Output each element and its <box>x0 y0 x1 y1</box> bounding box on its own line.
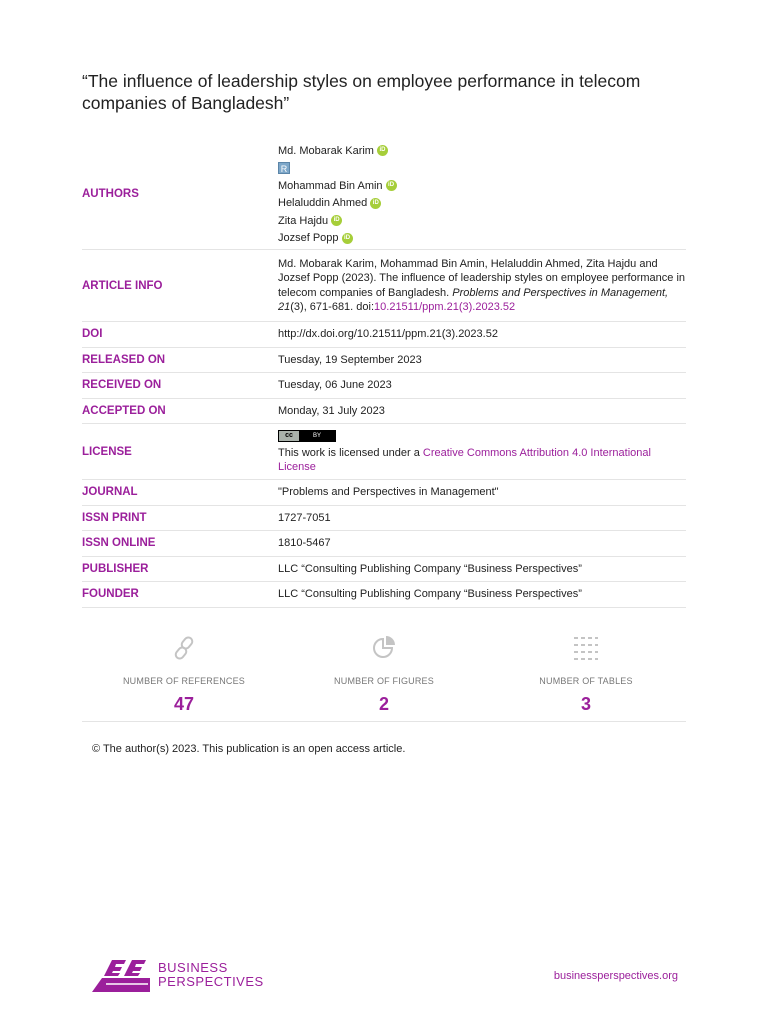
stats-panel <box>82 622 686 722</box>
cc-badge-left: cc <box>279 431 299 441</box>
released-value: Tuesday, 19 September 2023 <box>278 353 422 366</box>
link-icon <box>104 632 264 664</box>
author-name[interactable]: Mohammad Bin Amin <box>278 179 383 192</box>
issn-online-label: ISSN ONLINE <box>82 537 156 550</box>
author-name[interactable]: Md. Mobarak Karim <box>278 144 374 157</box>
accepted-label: ACCEPTED ON <box>82 404 166 417</box>
doi-value[interactable]: http://dx.doi.org/10.21511/ppm.21(3).2023.52 <box>278 328 498 341</box>
doi-row <box>82 322 686 348</box>
figures-label: NUMBER OF FIGURES <box>334 676 434 686</box>
founder-label: FOUNDER <box>82 588 139 601</box>
received-row <box>82 373 686 399</box>
citation-doi-link[interactable]: 10.21511/ppm.21(3).2023.52 <box>374 301 516 313</box>
brand-line-2: PERSPECTIVES <box>158 974 264 989</box>
authors-label: AUTHORS <box>82 187 139 200</box>
doi-label: DOI <box>82 328 103 341</box>
journal-label: JOURNAL <box>82 486 138 499</box>
orcid-icon[interactable]: iD <box>370 198 381 209</box>
license-prefix: This work is licensed under a <box>278 446 423 459</box>
publisher-row <box>82 557 686 583</box>
figures-stat <box>304 632 464 715</box>
orcid-icon[interactable]: iD <box>377 145 388 156</box>
accepted-row <box>82 399 686 425</box>
citation-text: Md. Mobarak Karim, Mohammad Bin Amin, Helaluddin Ahmed, Zita Hajdu and Jozsef Popp (2023). The influence of leadership styles on employee performance in telecom companies of Bangladesh. <box>278 257 686 299</box>
authors-row <box>82 138 686 250</box>
received-value: Tuesday, 06 June 2023 <box>278 379 392 392</box>
pie-chart-icon <box>304 632 464 664</box>
cc-badge-right: BY <box>312 432 321 439</box>
released-label: RELEASED ON <box>82 353 166 366</box>
metadata-table <box>82 138 686 608</box>
publisher-value: LLC “Consulting Publishing Company “Business Perspectives” <box>278 562 582 575</box>
author-name[interactable]: Jozsef Popp <box>278 232 339 245</box>
author-item <box>278 230 686 248</box>
website-link[interactable]: businessperspectives.org <box>553 970 678 982</box>
issn-online-value: 1810-5467 <box>278 537 331 550</box>
author-item <box>278 177 686 195</box>
references-count: 47 <box>173 694 195 714</box>
author-name[interactable]: Zita Hajdu <box>278 214 329 227</box>
license-value <box>278 424 686 479</box>
references-stat <box>104 632 264 715</box>
received-label: RECEIVED ON <box>82 379 162 392</box>
cc-by-badge-icon[interactable] <box>278 430 336 442</box>
figures-count: 2 <box>378 694 389 714</box>
founder-row <box>82 582 686 608</box>
journal-row <box>82 480 686 506</box>
tables-count: 3 <box>580 694 591 714</box>
orcid-icon[interactable]: iD <box>386 180 397 191</box>
author-item <box>278 212 686 230</box>
brand-name <box>158 961 264 989</box>
publisher-logo[interactable] <box>90 956 264 994</box>
article-title: “The influence of leadership styles on employee performance in telecom companies of Bangladesh” <box>82 71 641 113</box>
article-info-row <box>82 250 686 322</box>
references-label: NUMBER OF REFERENCES <box>122 676 245 686</box>
author-item <box>278 160 686 178</box>
brand-line-1: BUSINESS <box>158 960 228 975</box>
orcid-icon[interactable]: iD <box>342 233 353 244</box>
tables-label: NUMBER OF TABLES <box>539 676 633 686</box>
author-item <box>278 142 686 160</box>
tables-stat <box>506 632 666 715</box>
accepted-value: Monday, 31 July 2023 <box>278 404 385 417</box>
author-item <box>278 195 686 213</box>
issn-print-row <box>82 506 686 532</box>
founder-value: LLC “Consulting Publishing Company “Business Perspectives” <box>278 588 582 601</box>
orcid-icon[interactable]: iD <box>331 215 342 226</box>
business-perspectives-logo-icon <box>90 956 152 994</box>
authors-list <box>278 138 686 249</box>
researcherid-icon[interactable]: R <box>278 162 290 174</box>
journal-value: "Problems and Perspectives in Management" <box>278 486 499 499</box>
license-label: LICENSE <box>82 445 132 458</box>
license-row <box>82 424 686 480</box>
table-icon <box>506 632 666 664</box>
citation-issue: (3), 671-681. doi: <box>290 301 375 313</box>
article-info-value <box>278 250 686 321</box>
author-name[interactable]: Helaluddin Ahmed <box>278 197 368 210</box>
issn-print-label: ISSN PRINT <box>82 511 147 524</box>
article-info-label: ARTICLE INFO <box>82 279 163 292</box>
issn-print-value: 1727-7051 <box>278 511 331 524</box>
license-link[interactable]: Creative Commons Attribution 4.0 International License <box>278 446 651 473</box>
publisher-label: PUBLISHER <box>82 562 149 575</box>
issn-online-row <box>82 531 686 557</box>
released-row <box>82 348 686 374</box>
copyright-notice: © The author(s) 2023. This publication is an open access article. <box>92 743 406 755</box>
citation-journal: Problems and Perspectives in Management, 21 <box>278 286 669 313</box>
